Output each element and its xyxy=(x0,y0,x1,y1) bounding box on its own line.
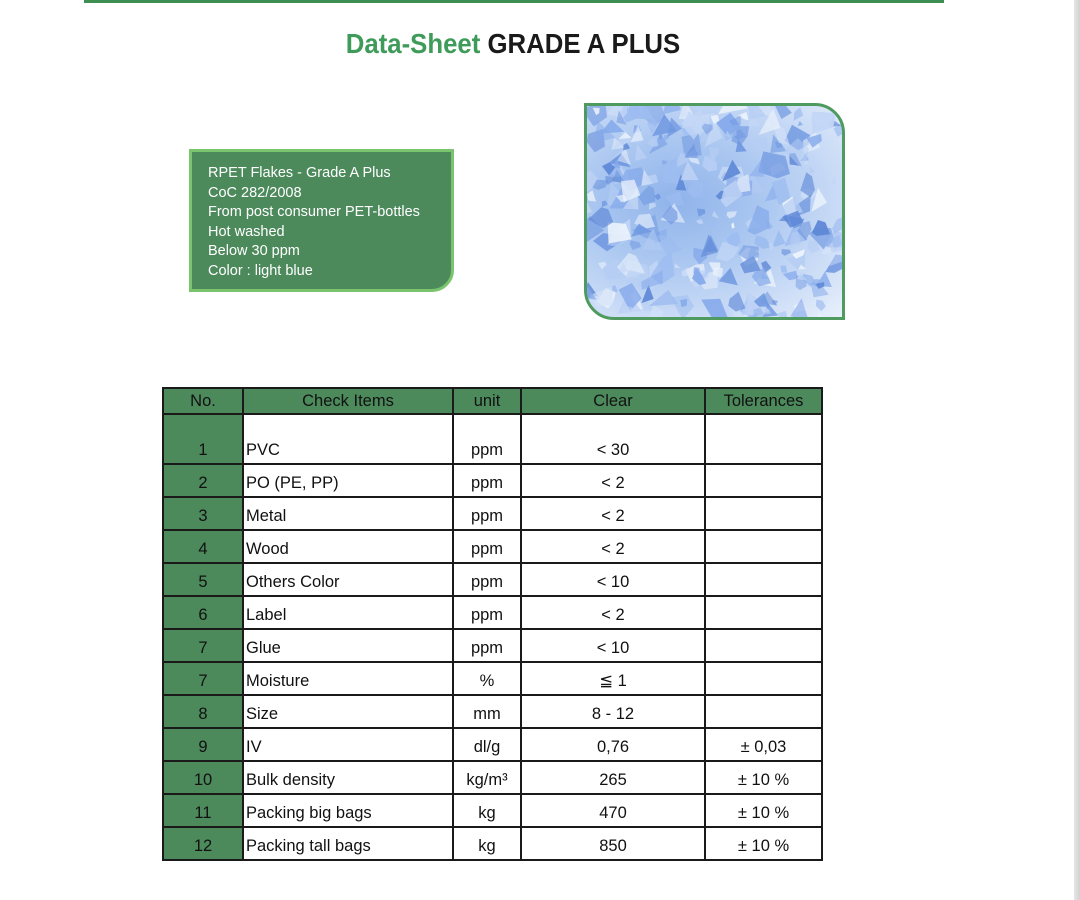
flake-shape xyxy=(809,166,815,173)
table-header-row xyxy=(163,388,822,414)
flake-shape xyxy=(795,238,800,246)
cell-clear: 8 - 12 xyxy=(521,695,705,728)
table-row xyxy=(163,414,822,464)
cell-no: 9 xyxy=(163,728,243,761)
cell-unit: kg xyxy=(453,827,521,860)
flake-shape xyxy=(687,181,703,198)
cell-clear: < 2 xyxy=(521,530,705,563)
flake-shape xyxy=(712,211,719,219)
cell-no: 6 xyxy=(163,596,243,629)
cell-item: Size xyxy=(243,695,453,728)
flake-shape xyxy=(696,219,704,224)
info-line: From post consumer PET-bottles xyxy=(208,204,420,221)
info-line: Color : light blue xyxy=(208,262,313,279)
cell-no: 4 xyxy=(163,530,243,563)
cell-tolerance xyxy=(705,695,822,728)
cell-unit: dl/g xyxy=(453,728,521,761)
cell-item: Moisture xyxy=(243,662,453,695)
cell-clear: < 10 xyxy=(521,563,705,596)
cell-clear: < 30 xyxy=(521,414,705,464)
cell-unit: mm xyxy=(453,695,521,728)
cell-unit: % xyxy=(453,662,521,695)
flake-shape xyxy=(635,144,647,161)
flake-shape xyxy=(603,259,622,280)
flake-shape xyxy=(718,106,748,114)
flake-shape xyxy=(749,138,768,152)
flake-shape xyxy=(587,190,596,202)
flake-shape xyxy=(649,203,656,210)
cell-clear: 0,76 xyxy=(521,728,705,761)
flake-shape xyxy=(812,220,830,236)
flake-shape xyxy=(709,220,716,229)
flake-shape xyxy=(808,155,816,166)
flake-shape xyxy=(647,138,658,147)
flake-shape xyxy=(816,300,826,312)
flake-shape xyxy=(782,249,792,256)
flake-shape xyxy=(587,200,592,215)
flake-shape xyxy=(657,235,682,256)
flake-shape xyxy=(665,192,685,206)
flake-shape xyxy=(675,263,681,268)
cell-no: 7 xyxy=(163,662,243,695)
flake-shape xyxy=(681,134,701,157)
info-line: Below 30 ppm xyxy=(208,243,300,260)
cell-unit: ppm xyxy=(453,629,521,662)
flake-shape xyxy=(772,230,786,248)
title-main: GRADE A PLUS xyxy=(487,28,681,59)
cell-tolerance xyxy=(705,497,822,530)
cell-tolerance xyxy=(705,464,822,497)
info-line: Hot washed xyxy=(208,223,285,240)
cell-tolerance xyxy=(705,563,822,596)
cell-tolerance xyxy=(705,662,822,695)
cell-no: 12 xyxy=(163,827,243,860)
cell-item: Packing big bags xyxy=(243,794,453,827)
cell-clear: < 2 xyxy=(521,596,705,629)
flake-shape xyxy=(775,106,792,119)
table-row xyxy=(163,728,822,761)
cell-item: Others Color xyxy=(243,563,453,596)
table-row xyxy=(163,695,822,728)
cell-no: 5 xyxy=(163,563,243,596)
table-row xyxy=(163,596,822,629)
flake-shape xyxy=(638,186,655,206)
cell-tolerance xyxy=(705,414,822,464)
flake-shape xyxy=(606,106,627,117)
top-rule xyxy=(84,0,944,3)
flake-shape xyxy=(602,201,608,208)
spec-table xyxy=(162,387,823,861)
flake-shape xyxy=(780,266,787,273)
cell-clear: < 2 xyxy=(521,497,705,530)
flake-shape xyxy=(798,121,803,126)
cell-item: Glue xyxy=(243,629,453,662)
flake-shape xyxy=(791,298,810,317)
flakes-image xyxy=(587,106,842,317)
cell-item: PO (PE, PP) xyxy=(243,464,453,497)
cell-tolerance: ± 10 % xyxy=(705,794,822,827)
cell-unit: ppm xyxy=(453,563,521,596)
col-header-no: No. xyxy=(163,388,243,414)
info-line: CoC 282/2008 xyxy=(208,184,302,201)
cell-tolerance xyxy=(705,530,822,563)
flake-shape xyxy=(777,311,787,317)
cell-no: 8 xyxy=(163,695,243,728)
table-row xyxy=(163,563,822,596)
product-info-box xyxy=(189,149,454,292)
cell-clear: ≦ 1 xyxy=(521,662,705,695)
table-row xyxy=(163,761,822,794)
table-row xyxy=(163,497,822,530)
cell-no: 7 xyxy=(163,629,243,662)
flake-shape xyxy=(794,107,804,121)
flake-shape xyxy=(811,112,836,134)
cell-unit: ppm xyxy=(453,530,521,563)
cell-tolerance xyxy=(705,596,822,629)
flake-shape xyxy=(731,222,734,228)
cell-tolerance: ± 10 % xyxy=(705,827,822,860)
table-row xyxy=(163,794,822,827)
cell-clear: < 2 xyxy=(521,464,705,497)
col-header-unit: unit xyxy=(453,388,521,414)
col-header-tolerances: Tolerances xyxy=(705,388,822,414)
cell-item: IV xyxy=(243,728,453,761)
cell-item: Label xyxy=(243,596,453,629)
info-line: RPET Flakes - Grade A Plus xyxy=(208,165,391,181)
cell-clear: 265 xyxy=(521,761,705,794)
cell-clear: 470 xyxy=(521,794,705,827)
cell-tolerance: ± 10 % xyxy=(705,761,822,794)
flake-shape xyxy=(680,299,687,307)
cell-unit: ppm xyxy=(453,596,521,629)
cell-item: Wood xyxy=(243,530,453,563)
cell-item: Bulk density xyxy=(243,761,453,794)
col-header-clear: Clear xyxy=(521,388,705,414)
cell-item: Packing tall bags xyxy=(243,827,453,860)
flake-shape xyxy=(727,211,738,218)
flake-shape xyxy=(663,106,681,114)
cell-clear: < 10 xyxy=(521,629,705,662)
cell-item: Metal xyxy=(243,497,453,530)
cell-no: 1 xyxy=(163,414,243,464)
col-header-check-items: Check Items xyxy=(243,388,453,414)
title-prefix: Data-Sheet xyxy=(345,28,481,59)
page-title xyxy=(41,28,985,60)
page-edge-shadow xyxy=(1074,0,1080,900)
flake-shape xyxy=(630,240,642,250)
table-row xyxy=(163,662,822,695)
table-row xyxy=(163,464,822,497)
table-row xyxy=(163,629,822,662)
cell-tolerance: ± 0,03 xyxy=(705,728,822,761)
cell-unit: ppm xyxy=(453,464,521,497)
flake-shape xyxy=(697,209,706,217)
table-row xyxy=(163,530,822,563)
cell-no: 2 xyxy=(163,464,243,497)
cell-item: PVC xyxy=(243,414,453,464)
cell-no: 10 xyxy=(163,761,243,794)
cell-unit: ppm xyxy=(453,497,521,530)
flake-shape xyxy=(814,312,823,317)
flake-shape xyxy=(830,176,837,185)
flakes-photo xyxy=(584,103,845,320)
cell-unit: kg xyxy=(453,794,521,827)
cell-unit: kg/m³ xyxy=(453,761,521,794)
cell-tolerance xyxy=(705,629,822,662)
flake-shape xyxy=(832,216,842,234)
cell-no: 11 xyxy=(163,794,243,827)
flake-shape xyxy=(682,267,690,277)
cell-unit: ppm xyxy=(453,414,521,464)
cell-clear: 850 xyxy=(521,827,705,860)
table-row xyxy=(163,827,822,860)
flake-shape xyxy=(663,134,669,141)
cell-no: 3 xyxy=(163,497,243,530)
